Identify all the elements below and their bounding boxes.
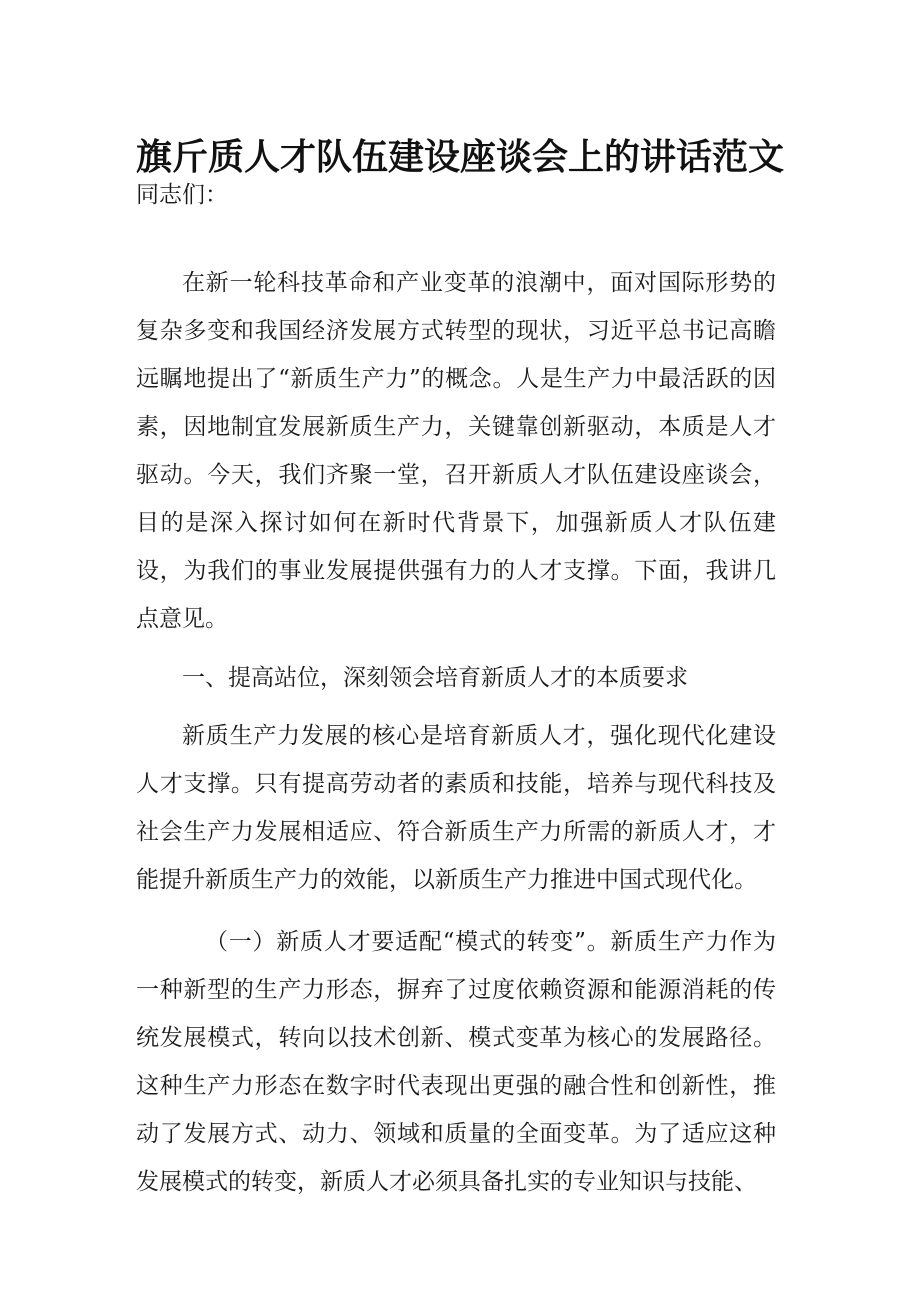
document-title: 旗斤质人才队伍建设座谈会上的讲话范文	[135, 137, 784, 178]
paragraph-subsection-1: （一）新质人才要适配“模式的转变”。新质生产力作为一种新型的生产力形态，摒弃了过度依赖资源和能源消耗的传统发展模式，转向以技术创新、模式变革为核心的发展路径。这种生产力形态在数字时代表现出更强的融合性和创新性，推动了发展方式、动力、领域和质量的全面变革。为了适应这种发展模式的转变，新质人才必须具备扎实的专业知识与技能、	[136, 929, 776, 1195]
paragraph-intro: 在新一轮科技革命和产业变革的浪潮中，面对国际形势的复杂多变和我国经济发展方式转型的现状，习近平总书记高瞻远瞩地提出了“新质生产力”的概念。人是生产力中最活跃的因素，因地制宜发展新质生产力，关键靠创新驱动，本质是人才驱动。今天，我们齐聚一堂，召开新质人才队伍建设座谈会，目的是深入探讨如何在新时代背景下，加强新质人才队伍建设，为我们的事业发展提供强有力的人才支撑。下面，我讲几点意见。	[136, 270, 776, 632]
section-heading-1: 一、提高站位，深刻领会培育新质人才的本质要求	[182, 665, 688, 691]
salutation: 同志们：	[136, 182, 228, 208]
paragraph-core: 新质生产力发展的核心是培育新质人才，强化现代化建设人才支撑。只有提高劳动者的素质和技能，培养与现代科技及社会生产力发展相适应、符合新质生产力所需的新质人才，才能提升新质生产力的效能，以新质生产力推进中国式现代化。	[136, 723, 776, 893]
